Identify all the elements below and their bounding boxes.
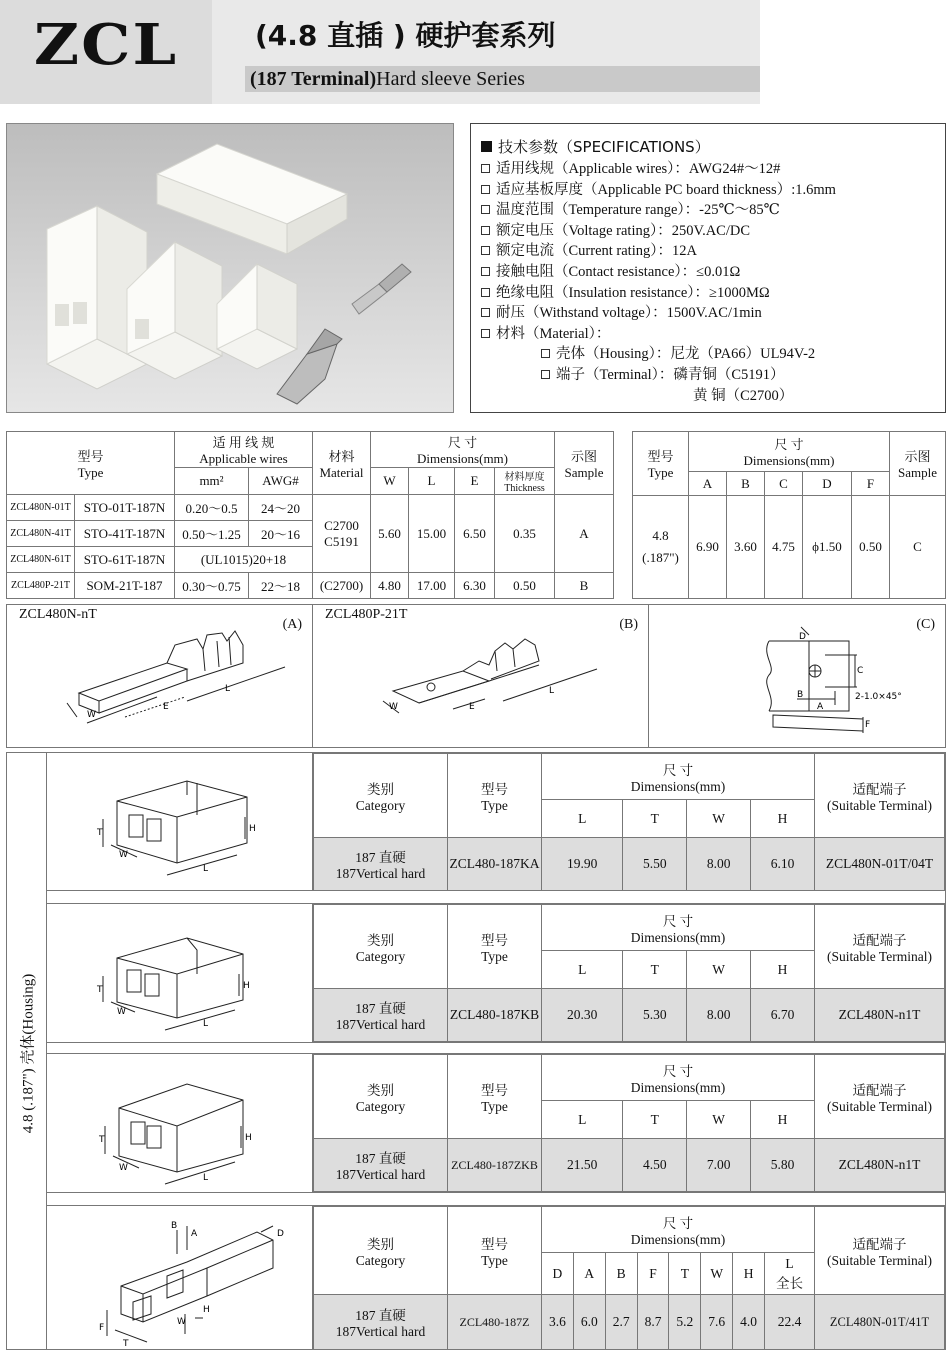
spec-row [481, 365, 935, 386]
checkbox-bullet-icon [481, 164, 490, 173]
table-row [314, 1139, 945, 1192]
th-dimensions [542, 905, 815, 951]
spec-row [481, 180, 935, 201]
th-text: Type [481, 797, 508, 813]
th-col: W [687, 1101, 751, 1139]
spec-row [481, 386, 935, 407]
title-en-bold: (187 Terminal) [250, 68, 377, 90]
th-text: Type [77, 464, 104, 480]
table-row [314, 989, 945, 1042]
svg-text:B: B [171, 1221, 178, 1231]
cell-type: ZCL480P-21T [7, 573, 75, 599]
specifications-box [470, 123, 946, 413]
th-terminal [815, 905, 945, 989]
housing-side-label-cell [7, 753, 47, 1349]
svg-text:E: E [163, 702, 169, 712]
th-type [448, 754, 542, 838]
housing-drawing-cell [47, 1206, 313, 1350]
th-text: Type [481, 948, 508, 964]
housing-drawing [47, 753, 313, 891]
cell-w: 5.60 [371, 495, 409, 573]
cell-type: ZCL480N-01T [7, 495, 75, 521]
th-text: 适配端子 [852, 1082, 907, 1098]
cell-terminal: ZCL480N-01T/04T [815, 838, 945, 891]
th-terminal [815, 1055, 945, 1139]
cell-thickness: 0.35 [495, 495, 555, 573]
th-dimensions [689, 432, 890, 472]
cell-value: 22.4 [765, 1295, 815, 1350]
th-text: 尺 寸 [662, 762, 694, 778]
spec-row [481, 283, 935, 304]
th-col: C [765, 472, 803, 496]
spec-heading [481, 136, 935, 157]
th-text: Sample [898, 465, 937, 480]
th-col: W [687, 800, 751, 838]
terminal-drawing-b [313, 605, 649, 747]
th-text: 类别 [367, 1082, 394, 1098]
th-text: Category [355, 1098, 406, 1114]
th-text: Category [355, 948, 406, 964]
svg-text:T: T [97, 828, 103, 838]
th-text: 型号 [481, 1236, 508, 1252]
svg-text:H: H [245, 1133, 252, 1143]
th-awg: AWG# [249, 468, 313, 495]
svg-text:W: W [119, 1163, 128, 1173]
cell-sample: B [555, 573, 614, 599]
diagram-title: ZCL480P-21T [325, 607, 408, 622]
th-text: 尺 寸 [662, 913, 694, 929]
th-col [765, 1253, 815, 1295]
cell-terminal: ZCL480N-n1T [815, 1139, 945, 1192]
th-text: Category [355, 1252, 406, 1268]
th-sample [555, 432, 614, 495]
th-text: Dimensions(mm) [743, 453, 835, 468]
cell-value: 6.0 [573, 1295, 605, 1350]
th-text: Applicable wires [199, 451, 288, 466]
th-text: L [785, 1255, 794, 1271]
cell-category [314, 1295, 448, 1350]
terminal-diagrams [6, 604, 946, 748]
spec-row [481, 241, 935, 262]
svg-text:C: C [857, 666, 864, 676]
spec-row [481, 200, 935, 221]
svg-text:W: W [87, 710, 96, 720]
th-w: W [371, 468, 409, 495]
cell-category [314, 989, 448, 1042]
tab-drawing-c [649, 605, 945, 747]
cell-category [314, 838, 448, 891]
page-title-cn: (4.8 直插 ) 硬护套系列 [255, 19, 556, 52]
th-text: Material [319, 464, 364, 480]
spec-text: 黄 铜（C2700） [693, 387, 794, 404]
spec-text: 额定电流（Current rating）：12A [496, 243, 697, 260]
th-col: B [605, 1253, 637, 1295]
housing-drawing [47, 1206, 313, 1350]
th-type [448, 1207, 542, 1295]
housing-spec-table [313, 904, 945, 1042]
cell-value: 4.75 [765, 496, 803, 599]
housing-section [6, 752, 946, 1350]
spec-row [481, 221, 935, 242]
cell-value: 7.00 [687, 1139, 751, 1192]
diagram-b [313, 605, 649, 747]
svg-text:L: L [203, 864, 209, 874]
checkbox-bullet-icon [481, 185, 490, 194]
th-dimensions [542, 1055, 815, 1101]
th-text: 材料厚度 [504, 472, 545, 483]
cell-value: 3.6 [542, 1295, 574, 1350]
cell-mm2: 0.30～0.75 [175, 573, 249, 599]
th-text: 示图 [904, 449, 931, 464]
th-col: T [623, 1101, 687, 1139]
th-col: D [803, 472, 852, 496]
spec-text: 材料（Material）： [496, 325, 611, 342]
cell-type: ZCL480-187Z [448, 1295, 542, 1350]
th-type [633, 432, 689, 496]
title-en-rest: Hard sleeve Series [376, 68, 525, 90]
cell-value: 3.60 [727, 496, 765, 599]
spec-text: 耐压（Withstand voltage）：1500V.AC/1min [496, 305, 762, 322]
diagram-label: (B) [619, 617, 638, 632]
th-dimensions [371, 432, 555, 468]
housing-drawing [47, 1054, 313, 1192]
spec-heading-text: 技术参数（SPECIFICATIONS） [498, 138, 710, 156]
svg-text:E: E [469, 702, 475, 712]
checkbox-bullet-icon [481, 308, 490, 317]
th-text: 尺 寸 [774, 437, 804, 452]
housing-drawing-cell [47, 753, 313, 891]
cell-value: 8.7 [637, 1295, 669, 1350]
housing-spec-table [313, 753, 945, 891]
th-col: B [727, 472, 765, 496]
th-text: 材料 [328, 448, 355, 464]
th-text: 适配端子 [852, 932, 907, 948]
housing-drawing [47, 904, 313, 1042]
th-dimensions [542, 1207, 815, 1253]
svg-text:H: H [203, 1305, 210, 1315]
cell-terminal: ZCL480N-n1T [815, 989, 945, 1042]
housing-drawing-cell [47, 904, 313, 1042]
svg-text:L: L [203, 1173, 209, 1183]
spec-row [481, 303, 935, 324]
cell-value: 5.50 [623, 838, 687, 891]
product-photo-illustration [7, 124, 454, 413]
svg-text:H: H [249, 824, 256, 834]
th-text: Category [355, 797, 406, 813]
spec-text: 接触电阻（Contact resistance）：≤0.01Ω [496, 263, 741, 280]
cell-code: SOM-21T-187 [75, 573, 175, 599]
th-text: Dimensions(mm) [630, 1231, 726, 1247]
svg-text:D: D [799, 632, 806, 642]
th-text: Sample [564, 464, 604, 480]
svg-text:T: T [97, 985, 103, 995]
th-terminal [815, 1207, 945, 1295]
th-dimensions [542, 754, 815, 800]
svg-text:F: F [865, 720, 871, 730]
cell-value: 0.50 [851, 496, 889, 599]
svg-text:D: D [277, 1229, 284, 1239]
cell-material: C2700 C5191 [313, 495, 371, 573]
th-col: F [637, 1253, 669, 1295]
checkbox-bullet-icon [481, 267, 490, 276]
table-row [7, 495, 614, 521]
checkbox-bullet-icon [541, 349, 550, 358]
cell-awg: 24～20 [249, 495, 313, 521]
cell-text: 187 直硬 [355, 1308, 406, 1323]
chamfer-note: 2-1.0×45° [855, 692, 902, 702]
spec-text: 壳体（Housing）：尼龙（PA66）UL94V-2 [556, 346, 816, 363]
th-text: 尺 寸 [447, 435, 478, 450]
checkbox-bullet-icon [481, 329, 490, 338]
cell-terminal: ZCL480N-01T/41T [815, 1295, 945, 1350]
th-col: D [542, 1253, 574, 1295]
diagram-a [7, 605, 313, 747]
cell-value: 5.80 [751, 1139, 815, 1192]
th-text: 类别 [367, 781, 394, 797]
cell-text: 187Vertical hard [335, 866, 426, 881]
cell-code: STO-41T-187N [75, 521, 175, 547]
spec-text: 温度范围（Temperature range）：-25℃～85℃ [496, 202, 780, 219]
svg-text:W: W [389, 702, 398, 712]
spec-row [481, 262, 935, 283]
cell-l: 15.00 [409, 495, 455, 573]
th-l: L [409, 468, 455, 495]
svg-text:W: W [177, 1317, 186, 1327]
cell-awg: 20～16 [249, 521, 313, 547]
th-text: 类别 [367, 1236, 394, 1252]
svg-text:L: L [549, 686, 555, 696]
th-text: 型号 [77, 448, 104, 464]
logo: ZCL [33, 11, 179, 78]
th-text: Dimensions(mm) [417, 451, 508, 466]
table-row [314, 838, 945, 891]
housing-block [47, 903, 945, 1043]
cell-thickness: 0.50 [495, 573, 555, 599]
svg-text:T: T [123, 1339, 129, 1349]
checkbox-bullet-icon [541, 370, 550, 379]
table-row [7, 573, 614, 599]
th-col: L [542, 800, 623, 838]
cell-value: 5.2 [669, 1295, 701, 1350]
th-col: H [751, 951, 815, 989]
th-text: Dimensions(mm) [630, 778, 726, 794]
th-col: H [751, 1101, 815, 1139]
svg-text:T: T [99, 1135, 105, 1145]
checkbox-bullet-icon [481, 288, 490, 297]
cell-value: 2.7 [605, 1295, 637, 1350]
cell-value: 4.0 [733, 1295, 765, 1350]
cell-material: (C2700) [313, 573, 371, 599]
diagram-title: ZCL480N-nT [19, 607, 97, 622]
cell-type: 4.8 (.187") [633, 496, 689, 599]
table-row [633, 496, 946, 599]
checkbox-bullet-icon [481, 205, 490, 214]
housing-block [47, 753, 945, 891]
th-col: W [701, 1253, 733, 1295]
th-terminal [815, 754, 945, 838]
spec-row [481, 344, 935, 365]
th-col: W [687, 951, 751, 989]
th-text: 尺 寸 [662, 1063, 694, 1079]
cell-mm2: 0.50～1.25 [175, 521, 249, 547]
cell-value: 21.50 [542, 1139, 623, 1192]
th-sample [890, 432, 946, 496]
th-text: Dimensions(mm) [630, 929, 726, 945]
th-text: 型号 [647, 449, 674, 464]
spec-text: 额定电压（Voltage rating）：250V.AC/DC [496, 222, 751, 239]
svg-text:L: L [203, 1019, 209, 1029]
th-text: 适配端子 [852, 1236, 907, 1252]
cell-type: ZCL480-187ZKB [448, 1139, 542, 1192]
cell-code: STO-01T-187N [75, 495, 175, 521]
svg-text:W: W [119, 850, 128, 860]
cell-text: 187Vertical hard [335, 1167, 426, 1182]
th-category [314, 1055, 448, 1139]
th-e: E [455, 468, 495, 495]
th-text: Type [481, 1252, 508, 1268]
product-photo [6, 123, 454, 413]
th-col: L [542, 1101, 623, 1139]
th-category [314, 754, 448, 838]
cell-code: STO-61T-187N [75, 547, 175, 573]
cell-category [314, 1139, 448, 1192]
th-thickness [495, 468, 555, 495]
th-category [314, 1207, 448, 1295]
cell-value: 4.50 [623, 1139, 687, 1192]
cell-e: 6.30 [455, 573, 495, 599]
terminal-drawing-a [7, 605, 313, 747]
cell-text: 187Vertical hard [335, 1324, 426, 1339]
svg-text:F: F [99, 1323, 105, 1333]
th-col: H [733, 1253, 765, 1295]
cell-value: 6.10 [751, 838, 815, 891]
th-text: Thickness [504, 483, 545, 494]
svg-text:B: B [797, 690, 804, 700]
diagram-c [649, 605, 945, 747]
cell-w: 4.80 [371, 573, 409, 599]
housing-spec-table [313, 1206, 945, 1350]
cell-awg: 22～18 [249, 573, 313, 599]
th-type [7, 432, 175, 495]
housing-block [47, 1205, 945, 1349]
cell-sample: A [555, 495, 614, 573]
th-col: T [623, 951, 687, 989]
th-wires [175, 432, 313, 468]
th-text: 适 用 线 规 [212, 435, 275, 450]
cell-type: ZCL480N-61T [7, 547, 75, 573]
svg-text:W: W [117, 1007, 126, 1017]
th-text: (Suitable Terminal) [827, 1098, 932, 1114]
svg-text:L: L [225, 684, 231, 694]
th-text: 适配端子 [852, 781, 907, 797]
cell-e: 6.50 [455, 495, 495, 573]
th-material [313, 432, 371, 495]
th-col: A [689, 472, 727, 496]
diagram-label: (C) [916, 617, 935, 632]
cell-text: 187 直硬 [355, 850, 406, 865]
svg-text:H: H [243, 981, 250, 991]
cell-value: 8.00 [687, 838, 751, 891]
cell-value: 8.00 [687, 989, 751, 1042]
terminal-spec-table [6, 431, 614, 599]
cell-type: ZCL480-187KA [448, 838, 542, 891]
cell-value: 19.90 [542, 838, 623, 891]
cell-value: 6.90 [689, 496, 727, 599]
housing-spec-table [313, 1054, 945, 1192]
housing-drawing-cell [47, 1054, 313, 1192]
cell-type: ZCL480N-41T [7, 521, 75, 547]
spec-text: 端子（Terminal）：磷青铜（C5191） [556, 366, 785, 383]
th-col: T [669, 1253, 701, 1295]
th-type [448, 1055, 542, 1139]
th-col: T [623, 800, 687, 838]
th-category [314, 905, 448, 989]
housing-side-label: 4.8 (.187") 壳体(Housing) [20, 973, 37, 1134]
cell-l: 17.00 [409, 573, 455, 599]
spec-text: 绝缘电阻（Insulation resistance）：≥1000MΩ [496, 284, 770, 301]
tab-dimension-table [632, 431, 946, 599]
th-text: 尺 寸 [662, 1215, 694, 1231]
housing-block [47, 1053, 945, 1193]
th-col: L [542, 951, 623, 989]
th-text: 型号 [481, 781, 508, 797]
cell-value: 6.70 [751, 989, 815, 1042]
th-text: Dimensions(mm) [630, 1079, 726, 1095]
bullet-square-icon [481, 141, 492, 152]
svg-text:A: A [817, 702, 824, 712]
page-title-en [250, 66, 525, 92]
cell-mm2: 0.20～0.5 [175, 495, 249, 521]
th-text: Type [481, 1098, 508, 1114]
svg-text:A: A [191, 1229, 198, 1239]
th-type [448, 905, 542, 989]
th-text: (Suitable Terminal) [827, 1252, 932, 1268]
cell-type: ZCL480-187KB [448, 989, 542, 1042]
th-text: (Suitable Terminal) [827, 797, 932, 813]
spec-text: 适应基板厚度（Applicable PC board thickness）:1.6mm [496, 181, 836, 198]
checkbox-bullet-icon [481, 246, 490, 255]
th-text: (Suitable Terminal) [827, 948, 932, 964]
diagram-label: (A) [282, 617, 302, 632]
th-text: 型号 [481, 1082, 508, 1098]
cell-value: 7.6 [701, 1295, 733, 1350]
th-col: F [851, 472, 889, 496]
th-col: A [573, 1253, 605, 1295]
spec-text: 适用线规（Applicable wires）：AWG24#～12# [496, 161, 781, 177]
cell-text: 187 直硬 [355, 1001, 406, 1016]
cell-value: 5.30 [623, 989, 687, 1042]
checkbox-bullet-icon [481, 226, 490, 235]
th-text: 类别 [367, 932, 394, 948]
cell-text: 187Vertical hard [335, 1017, 426, 1032]
table-row [314, 1295, 945, 1350]
cell-value: 20.30 [542, 989, 623, 1042]
th-col: H [751, 800, 815, 838]
th-text: 型号 [481, 932, 508, 948]
th-text: 全长 [776, 1275, 803, 1291]
th-text: Type [647, 465, 674, 480]
spec-row [481, 159, 935, 180]
cell-text: 187 直硬 [355, 1151, 406, 1166]
cell-sample: C [890, 496, 946, 599]
th-mm2: mm² [175, 468, 249, 495]
th-text: 示图 [570, 448, 597, 464]
cell-wire: (UL1015)20+18 [175, 547, 313, 573]
spec-row [481, 324, 935, 345]
header [0, 0, 950, 104]
cell-value: ϕ1.50 [803, 496, 852, 599]
